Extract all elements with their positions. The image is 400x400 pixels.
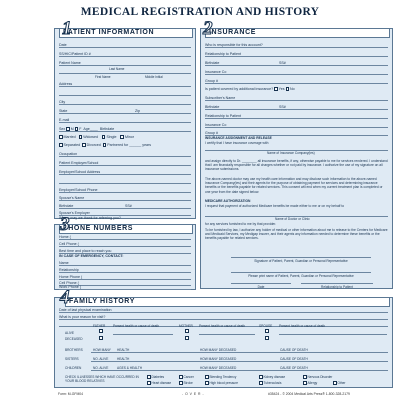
form-title: MEDICAL REGISTRATION AND HISTORY (80, 6, 320, 18)
sisters-label: SISTERS (65, 357, 79, 361)
illness-stroke[interactable]: Stroke (179, 381, 193, 385)
children-ages-health: AGES & HEALTH (117, 366, 143, 370)
sisters-cause: CAUSE OF DEATH (280, 357, 308, 361)
family-history-panel (54, 297, 393, 388)
copyright-text: #35424 - © 2004 Medical Arts Press® 1-800-328-2179 (268, 392, 350, 396)
employer-phone-field[interactable]: Employer/School Phone (59, 185, 191, 193)
form-number: Form: M-GFM04 (58, 392, 84, 396)
sisters-no-alive: NO. ALIVE (93, 357, 109, 361)
deceased-label: DECEASED (65, 337, 83, 341)
section-1-number: 1 (62, 18, 72, 39)
address-field[interactable]: Address (59, 79, 191, 87)
section-4-number: 4 (60, 287, 70, 308)
visit-reason-field[interactable]: What is your reason for visit? (59, 312, 388, 320)
children-line[interactable] (91, 370, 388, 371)
father-header: FATHER (93, 324, 106, 328)
spouse-header: SPOUSE (259, 324, 273, 328)
phone-heading: PHONE NUMBERS (59, 224, 193, 234)
illness-cancer[interactable]: Cancer (179, 375, 194, 379)
brothers-deceased: HOW MANY DECEASED (200, 348, 237, 352)
state-zip-field[interactable]: State Zip (59, 106, 191, 114)
date-field[interactable]: Date (59, 40, 191, 48)
brothers-how-many: HOW MANY (93, 348, 111, 352)
brothers-cause: CAUSE OF DEATH (280, 348, 308, 352)
over-label: - O V E R - (182, 392, 205, 396)
assignment-body-2: The above-named doctor may use my health care information and may disclose such information to the above-named Insurance Company(ies) and their agents for the purpose of obtaining payment for services and determining insurance benefits or the benefits payable for related services. This consent will end when my current treatment plan is completed or one year from the date signed below. (205, 177, 383, 194)
children-deceased: HOW MANY DECEASED (200, 366, 237, 370)
relationship-field[interactable]: Relationship to Patient (205, 49, 388, 57)
sex-age-birthdate-row[interactable]: Sex M F Age____ Birthdate (59, 124, 191, 132)
employer-address-field[interactable]: Employer/School Address (59, 167, 191, 175)
assignment-body-3: for any services furnished to me by that provider. (205, 222, 277, 226)
children-cause: CAUSE OF DEATH (280, 366, 308, 370)
brothers-line[interactable] (91, 352, 388, 353)
spouse-employer-field[interactable]: Spouse's Employer (59, 208, 191, 216)
children-no-alive: NO. ALIVE (93, 366, 109, 370)
birthdate-ss-field[interactable]: Birthdate SS# (205, 58, 388, 66)
sisters-health: HEALTH (117, 357, 130, 361)
sisters-line[interactable] (91, 361, 388, 362)
medicare-heading: MEDICARE AUTHORIZATION (205, 199, 251, 203)
marital-status-row-1[interactable]: Married Widowed Single Minor (59, 132, 191, 140)
children-label: CHILDREN (65, 366, 82, 370)
father-health-line[interactable] (113, 334, 173, 335)
best-time-field[interactable]: Best time and place to reach you (59, 246, 191, 254)
insurance-co-field[interactable]: Insurance Co (205, 67, 388, 75)
family-history-heading: FAMILY HISTORY (65, 297, 390, 307)
emergency-name-field[interactable]: Name (59, 258, 191, 266)
address-second-line[interactable] (59, 88, 191, 96)
additional-insurance-row[interactable]: Is patient covered by additional insurance? Yes No (205, 87, 295, 91)
phone-panel (54, 224, 196, 290)
section-2-number: 2 (203, 18, 213, 39)
home-phone-field[interactable]: Home ( (59, 232, 191, 240)
email-field[interactable]: E-mail (59, 115, 191, 123)
illness-tuberculosis[interactable]: Tuberculosis (259, 381, 281, 385)
assignment-body-4: To be furnished by law, I authorize any holder of medical or other information about me to release to the Centers for Medicare and Medicaid Services, my Medigap insurer, and their agents any information needed to determine these benefits or the benefits payable for related services. (205, 228, 388, 241)
spouse-health-header: Present health or cause of death (279, 324, 326, 328)
subscriber-name-field[interactable]: Subscriber's Name (205, 93, 388, 101)
check-illnesses-label: CHECK ILLNESSES WHICH HAVE OCCURRED IN YOUR BLOOD RELATIVES (65, 375, 139, 383)
assignment-heading: INSURANCE ASSIGNMENT AND RELEASE (205, 136, 272, 140)
spouse-name-field[interactable]: Spouse's Name (59, 193, 191, 201)
exam-date-field[interactable]: Date of last physical examination (59, 305, 388, 313)
referral-field[interactable]: Whom may we thank for referring you? (59, 216, 121, 220)
doctor-caption: Name of Doctor or Clinic (275, 217, 310, 221)
first-name-caption: First Name (95, 75, 111, 79)
illness-high-bp[interactable]: High blood pressure (205, 381, 238, 385)
emergency-heading: IN CASE OF EMERGENCY, CONTACT: (59, 254, 124, 258)
illness-nervous[interactable]: Nervous Disorder (303, 375, 332, 379)
cell-phone-field[interactable]: Cell Phone ( (59, 239, 191, 247)
employer-address-line-2[interactable] (59, 176, 191, 184)
signature-line[interactable]: Signature of Patient, Parent, Guardian or Personal Representative (231, 257, 371, 263)
relationship-line[interactable]: Relationship to Patient (301, 283, 373, 289)
mother-health-header: Present health or cause of death (199, 324, 246, 328)
employer-field[interactable]: Patient Employer/School (59, 158, 191, 166)
assignment-body-1: and assign directly to Dr. ________ all insurance benefits, if any, otherwise payable to me for services rendered. I understand that I am financially responsible for all charges whether or not paid by insurance. I authorize the use of my signature on all insurance submissions. (205, 159, 388, 172)
mother-alive-checkbox[interactable] (185, 329, 190, 333)
middle-initial-caption: Middle Initial (145, 75, 163, 79)
subscriber-birthdate-field[interactable]: Birthdate SS# (205, 102, 388, 110)
insurance-heading: INSURANCE (205, 28, 390, 38)
medicare-body: I request that payment of authorized Medicare benefits be made either to me or on my behalf to (205, 204, 345, 208)
city-field[interactable]: City (59, 97, 191, 105)
patient-info-heading: PATIENT INFORMATION (59, 28, 193, 38)
brothers-label: BROTHERS (65, 348, 83, 352)
patient-info-panel (54, 28, 196, 219)
alive-label: ALIVE (65, 331, 75, 335)
group-field[interactable]: Group # (205, 76, 388, 84)
illness-diabetes[interactable]: Diabetes (147, 375, 164, 379)
section-3-number: 3 (60, 214, 70, 235)
illness-bleeding[interactable]: Bleeding Tendency (205, 375, 236, 379)
father-deceased-checkbox[interactable] (99, 336, 104, 340)
relationship-2-field[interactable]: Relationship to Patient (205, 111, 388, 119)
company-caption: Name of Insurance Company(ies) (267, 151, 315, 155)
sisters-deceased: HOW MANY DECEASED (200, 357, 237, 361)
mother-deceased-checkbox[interactable] (185, 336, 190, 340)
father-health-header: Present health or cause of death (113, 324, 160, 328)
spouse-birthdate-field[interactable]: Birthdate SS# (59, 201, 191, 209)
spouse-deceased-checkbox[interactable] (265, 336, 270, 340)
father-alive-checkbox[interactable] (99, 329, 104, 333)
spouse-alive-checkbox[interactable] (265, 329, 270, 333)
occupation-field[interactable]: Occupation (59, 149, 191, 157)
emergency-home-phone-field[interactable]: Home Phone ( (59, 272, 191, 280)
illness-allergy[interactable]: Allergy (303, 381, 317, 385)
date-line[interactable]: Date (231, 283, 291, 289)
patient-id-field[interactable]: SS/HIC/Patient ID # (59, 49, 191, 57)
responsible-party-field[interactable]: Who is responsible for this account? (205, 40, 388, 48)
insurance-panel (200, 28, 393, 289)
emergency-cell-phone-field[interactable]: Cell Phone ( (59, 278, 191, 286)
group-2-field[interactable]: Group # (205, 128, 388, 136)
mother-health-line[interactable] (199, 334, 255, 335)
insurance-co-2-field[interactable]: Insurance Co (205, 120, 388, 128)
illness-heart[interactable]: Heart disease (147, 381, 171, 385)
name-second-line[interactable] (59, 66, 191, 74)
emergency-relationship-field[interactable]: Relationship (59, 265, 191, 273)
illness-other[interactable]: Other (333, 381, 345, 385)
patient-name-field[interactable]: Patient Name (59, 58, 191, 66)
last-name-caption: Last Name (109, 67, 125, 71)
printed-name-line[interactable]: Please print name of Patient, Parent, Guardian or Personal Representative (231, 272, 371, 278)
emergency-work-phone-field[interactable]: Work Phone ( (59, 284, 191, 290)
certify-text: I certify that I have insurance coverage with (205, 141, 269, 145)
illness-kidney[interactable]: Kidney disease (259, 375, 285, 379)
spouse-health-line[interactable] (279, 334, 387, 335)
mother-header: MOTHER (179, 324, 193, 328)
marital-status-row-2[interactable]: Separated Divorced Partnered for ______ years (59, 140, 191, 148)
brothers-health: HEALTH (117, 348, 130, 352)
